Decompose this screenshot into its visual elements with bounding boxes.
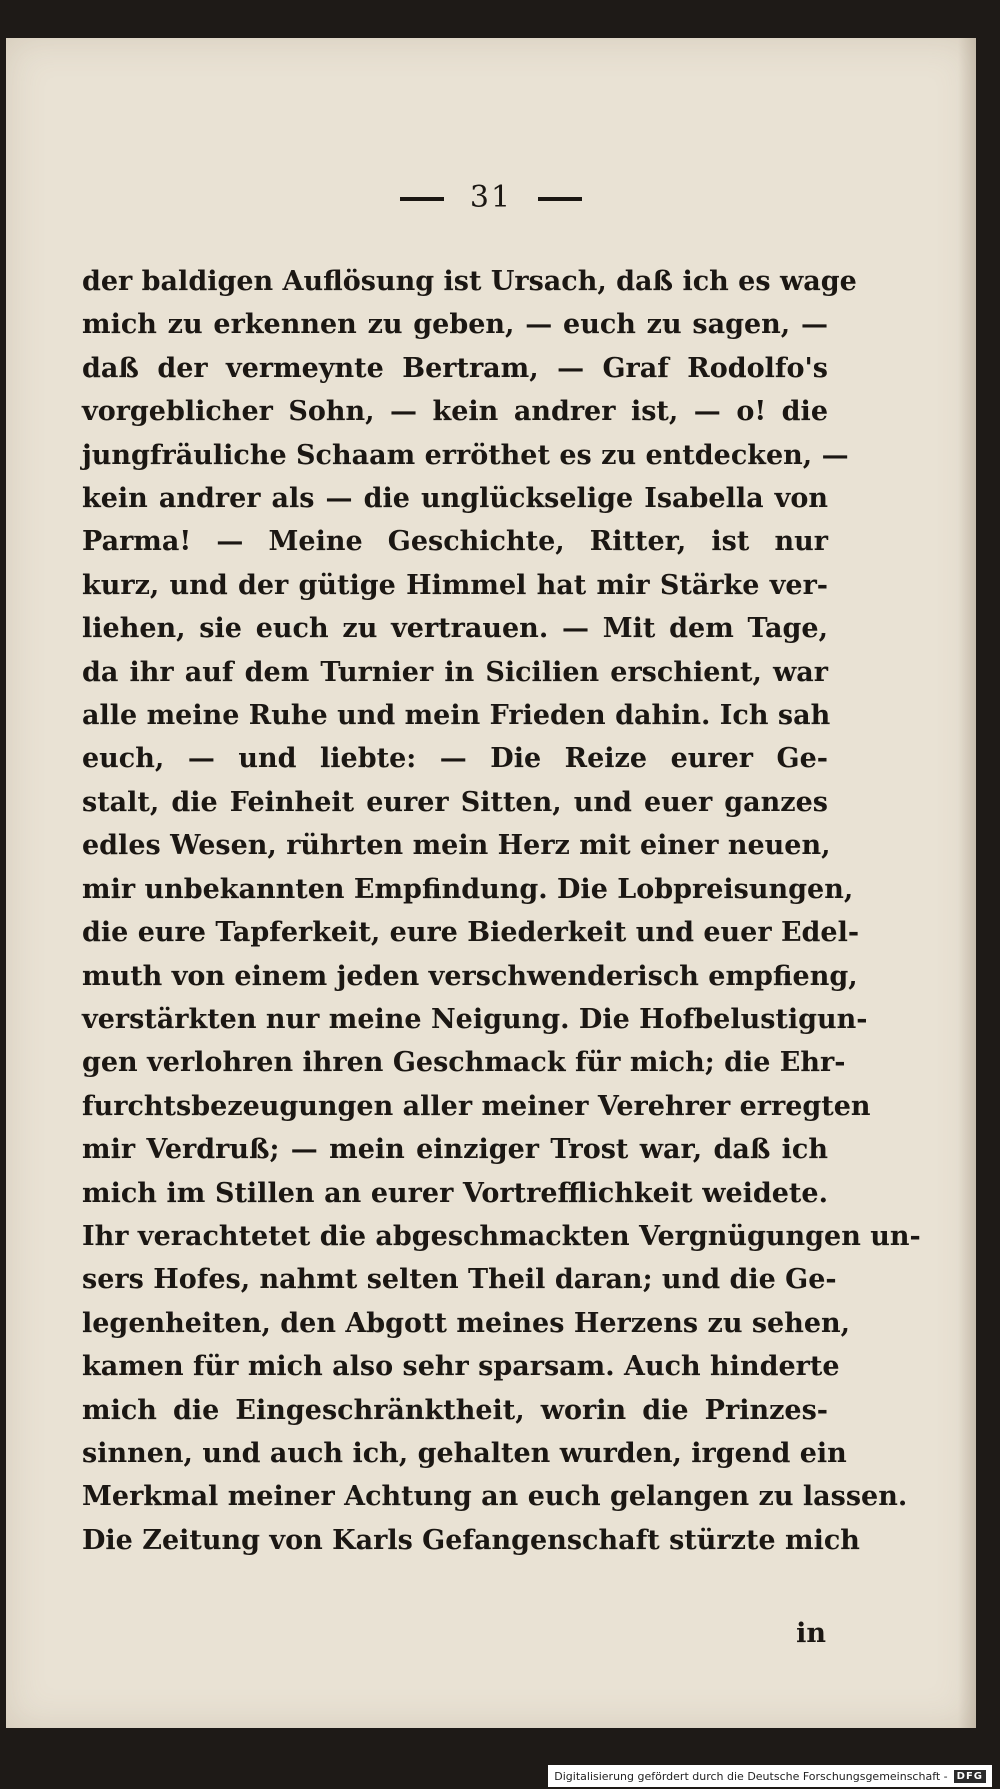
text-line: Ihr verachtetet die abgeschmackten Vergnügungen un- bbox=[82, 1220, 921, 1252]
book-page bbox=[6, 38, 976, 1728]
text-line: da ihr auf dem Turnier in Sicilien erschient, war bbox=[82, 656, 828, 688]
catchword: in bbox=[796, 1618, 826, 1649]
text-line: Merkmal meiner Achtung an euch gelangen zu lassen. bbox=[82, 1481, 908, 1513]
text-line: vorgeblicher Sohn, — kein andrer ist, — o! die bbox=[82, 396, 828, 428]
text-line: edles Wesen, rührten mein Herz mit einer neuen, bbox=[82, 830, 831, 862]
text-line: mir unbekannten Empfindung. Die Lobpreisungen, bbox=[82, 873, 854, 905]
text-line: sers Hofes, nahmt selten Theil daran; und die Ge- bbox=[82, 1264, 837, 1296]
text-line: mich im Stillen an eurer Vortrefflichkeit weidete. bbox=[82, 1177, 828, 1209]
text-line: Parma! — Meine Geschichte, Ritter, ist nur bbox=[82, 526, 828, 558]
page-number-dash-left bbox=[400, 197, 444, 201]
text-line: mich die Eingeschränktheit, worin die Prinzes- bbox=[82, 1394, 828, 1426]
text-line: kein andrer als — die unglückselige Isabella von bbox=[82, 483, 828, 515]
text-line: die eure Tapferkeit, eure Biederkeit und euer Edel- bbox=[82, 917, 860, 949]
text-line: kurz, und der gütige Himmel hat mir Stärke ver- bbox=[82, 569, 828, 601]
text-line: gen verlohren ihren Geschmack für mich; die Ehr- bbox=[82, 1047, 846, 1079]
digitization-credit bbox=[548, 1765, 992, 1787]
text-line: legenheiten, den Abgott meines Herzens zu sehen, bbox=[82, 1307, 851, 1339]
text-line: verstärkten nur meine Neigung. Die Hofbelustigun- bbox=[82, 1003, 868, 1035]
text-line: mir Verdruß; — mein einziger Trost war, daß ich bbox=[82, 1134, 828, 1166]
text-line: euch, — und liebte: — Die Reize eurer Ge- bbox=[82, 743, 828, 775]
dfg-logo-icon: DFG bbox=[954, 1770, 986, 1783]
text-line: der baldigen Auflösung ist Ursach, daß ich es wage bbox=[82, 266, 857, 297]
text-line: kamen für mich also sehr sparsam. Auch hinderte bbox=[82, 1351, 840, 1383]
text-line: mich zu erkennen zu geben, — euch zu sagen, — bbox=[82, 309, 828, 341]
text-line: furchtsbezeugungen aller meiner Verehrer erregten bbox=[82, 1090, 871, 1122]
page-number-value: 31 bbox=[469, 180, 513, 215]
text-line: stalt, die Feinheit eurer Sitten, und euer ganzes bbox=[82, 786, 828, 818]
body-text bbox=[82, 260, 921, 1562]
page-number-dash-right bbox=[538, 197, 582, 201]
credit-text: Digitalisierung gefördert durch die Deutsche Forschungsgemeinschaft - bbox=[554, 1769, 948, 1783]
text-line: daß der vermeynte Bertram, — Graf Rodolfo's bbox=[82, 352, 828, 384]
page-number bbox=[6, 180, 976, 215]
text-line: liehen, sie euch zu vertrauen. — Mit dem Tage, bbox=[82, 613, 828, 645]
text-line: jungfräuliche Schaam erröthet es zu entdecken, — bbox=[82, 439, 849, 471]
text-line: sinnen, und auch ich, gehalten wurden, irgend ein bbox=[82, 1437, 847, 1469]
text-line: Die Zeitung von Karls Gefangenschaft stürzte mich bbox=[82, 1524, 860, 1556]
text-line: alle meine Ruhe und mein Frieden dahin. Ich sah bbox=[82, 700, 831, 732]
text-line: muth von einem jeden verschwenderisch empfieng, bbox=[82, 960, 858, 992]
